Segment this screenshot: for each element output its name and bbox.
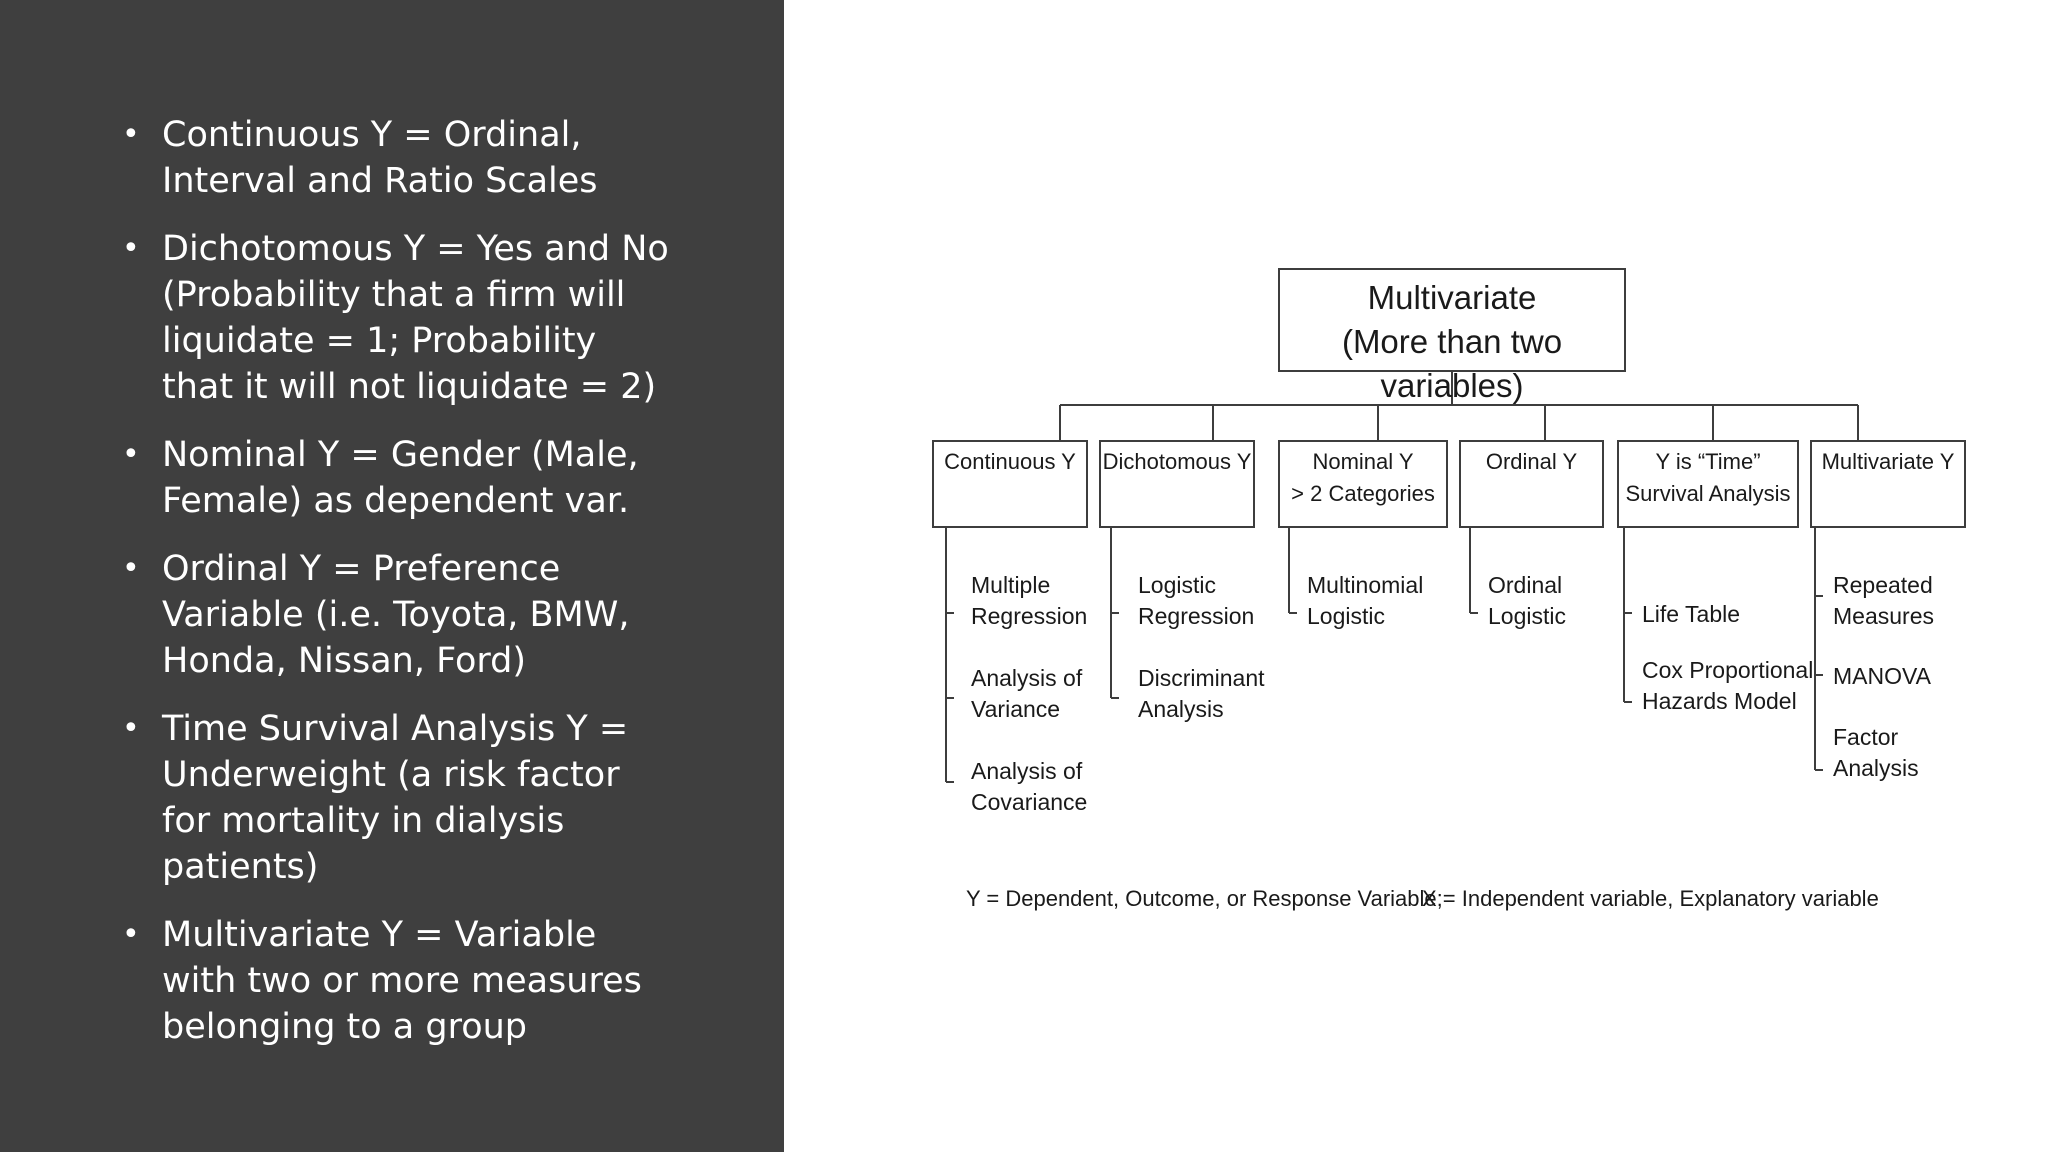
category-label: Continuous Y <box>944 449 1076 474</box>
method-multinomial-logistic: Multinomial Logistic <box>1307 572 1424 629</box>
bullet-text: Continuous Y = Ordinal, Interval and Ratio Scales <box>162 115 598 201</box>
bullet-text: Nominal Y = Gender (Male, Female) as dependent var. <box>162 435 639 521</box>
bullet-text: Multivariate Y = Variable with two or more measures belonging to a group <box>162 915 642 1047</box>
method-cox-proportional: Cox Proportional Hazards Model <box>1642 657 1814 714</box>
bullet-list <box>122 112 682 1072</box>
bullet-item <box>122 706 682 890</box>
root-label: Multivariate (More than two variables) <box>1341 279 1563 404</box>
legend-y: Y = Dependent, Outcome, or Response Variable; <box>966 886 1443 911</box>
root-box <box>1278 268 1626 404</box>
category-box-continuous <box>932 440 1088 528</box>
legend-x: X = Independent variable, Explanatory variable <box>1422 886 1879 911</box>
method-logistic-regression: Logistic Regression <box>1138 572 1255 629</box>
category-box-survival <box>1617 440 1799 528</box>
category-box-dichotomous <box>1099 440 1255 528</box>
category-label: Y is “Time” Survival Analysis <box>1625 449 1791 506</box>
category-label: Nominal Y > 2 Categories <box>1291 449 1435 506</box>
bullet-item <box>122 112 682 204</box>
method-anova: Analysis of Variance <box>971 665 1083 722</box>
category-label: Multivariate Y <box>1821 449 1955 474</box>
method-manova: MANOVA <box>1833 663 1931 689</box>
category-label: Dichotomous Y <box>1102 449 1252 474</box>
method-ancova: Analysis of Covariance <box>971 758 1088 815</box>
category-label: Ordinal Y <box>1485 449 1578 474</box>
bullet-item <box>122 912 682 1050</box>
bullet-item <box>122 432 682 524</box>
method-repeated-measures: Repeated Measures <box>1833 572 1934 629</box>
left-panel <box>0 0 784 1152</box>
bullet-item <box>122 546 682 684</box>
method-multiple-regression: Multiple Regression <box>971 572 1088 629</box>
method-life-table: Life Table <box>1642 601 1741 627</box>
method-factor-analysis: Factor Analysis <box>1833 724 1919 781</box>
bullet-item <box>122 226 682 410</box>
bullet-text: Dichotomous Y = Yes and No (Probability that a firm will liquidate = 1; Probability that it will not liquidate = 2) <box>162 229 669 407</box>
method-ordinal-logistic: Ordinal Logistic <box>1488 572 1566 629</box>
category-box-multivariate <box>1810 440 1966 528</box>
category-box-ordinal <box>1459 440 1604 528</box>
multivariate-tree-diagram <box>900 250 1980 950</box>
bullet-text: Time Survival Analysis Y = Underweight (a risk factor for mortality in dialysis patients) <box>162 709 629 887</box>
method-discriminant-analysis: Discriminant Analysis <box>1138 665 1265 722</box>
bullet-text: Ordinal Y = Preference Variable (i.e. Toyota, BMW, Honda, Nissan, Ford) <box>162 549 630 681</box>
category-box-nominal <box>1278 440 1448 528</box>
